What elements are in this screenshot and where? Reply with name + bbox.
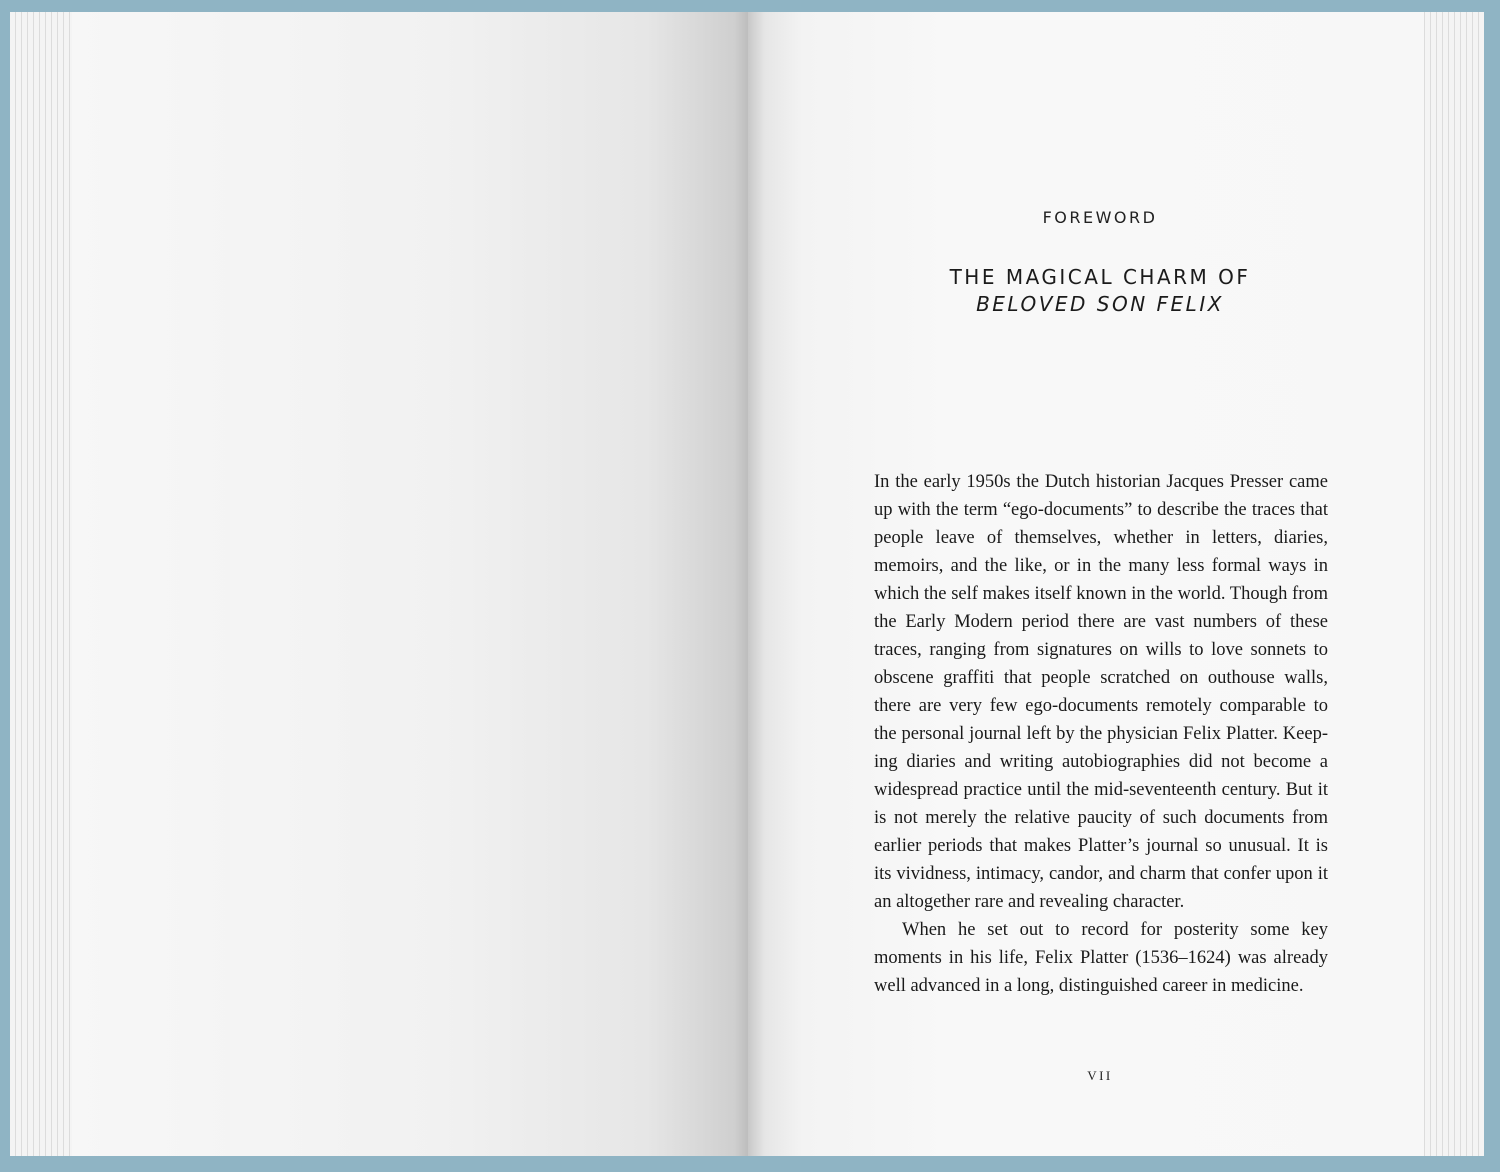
right-page-edges <box>1424 12 1484 1156</box>
right-page <box>748 12 1426 1156</box>
chapter-title <box>748 264 1452 318</box>
paragraph-1: In the early 1950s the Dutch historian Jacques Presser came up with the term “ego-documents” to describe the traces that people leave of themselves, whether in letters, diaries, memoirs, and the like, or in the many less formal ways in which the self makes itself known in the world. Though from the Early Modern period there are vast numbers of these traces, ranging from signatures on wills to love sonnets to obscene graffiti that people scratched on outhouse walls, there are very few ego-documents remotely comparable to the personal journal left by the physician Felix Platter. Keep-ing diaries and writing autobiographies did not become a widespread practice until the mid-seventeenth century. But it is not merely the relative paucity of such documents from earlier periods that makes Platter’s journal so unusual. It is its vividness, intimacy, candor, and charm that confer upon it an altogether rare and revealing character. <box>874 472 1328 912</box>
body-text <box>874 468 1328 1000</box>
left-page-edges <box>10 12 74 1156</box>
chapter-title-line1: THE MAGICAL CHARM OF <box>949 265 1251 289</box>
section-label: FOREWORD <box>1042 208 1158 227</box>
open-book <box>10 12 1484 1156</box>
paragraph-2: When he set out to record for posterity some key moments in his life, Felix Platter (1536–1624) was already well advanced in a long, distinguished career in medicine. <box>874 920 1328 996</box>
left-page-blank <box>72 12 748 1156</box>
chapter-title-line2: BELOVED SON FELIX <box>976 292 1224 316</box>
page-number: VII <box>1087 1068 1113 1083</box>
